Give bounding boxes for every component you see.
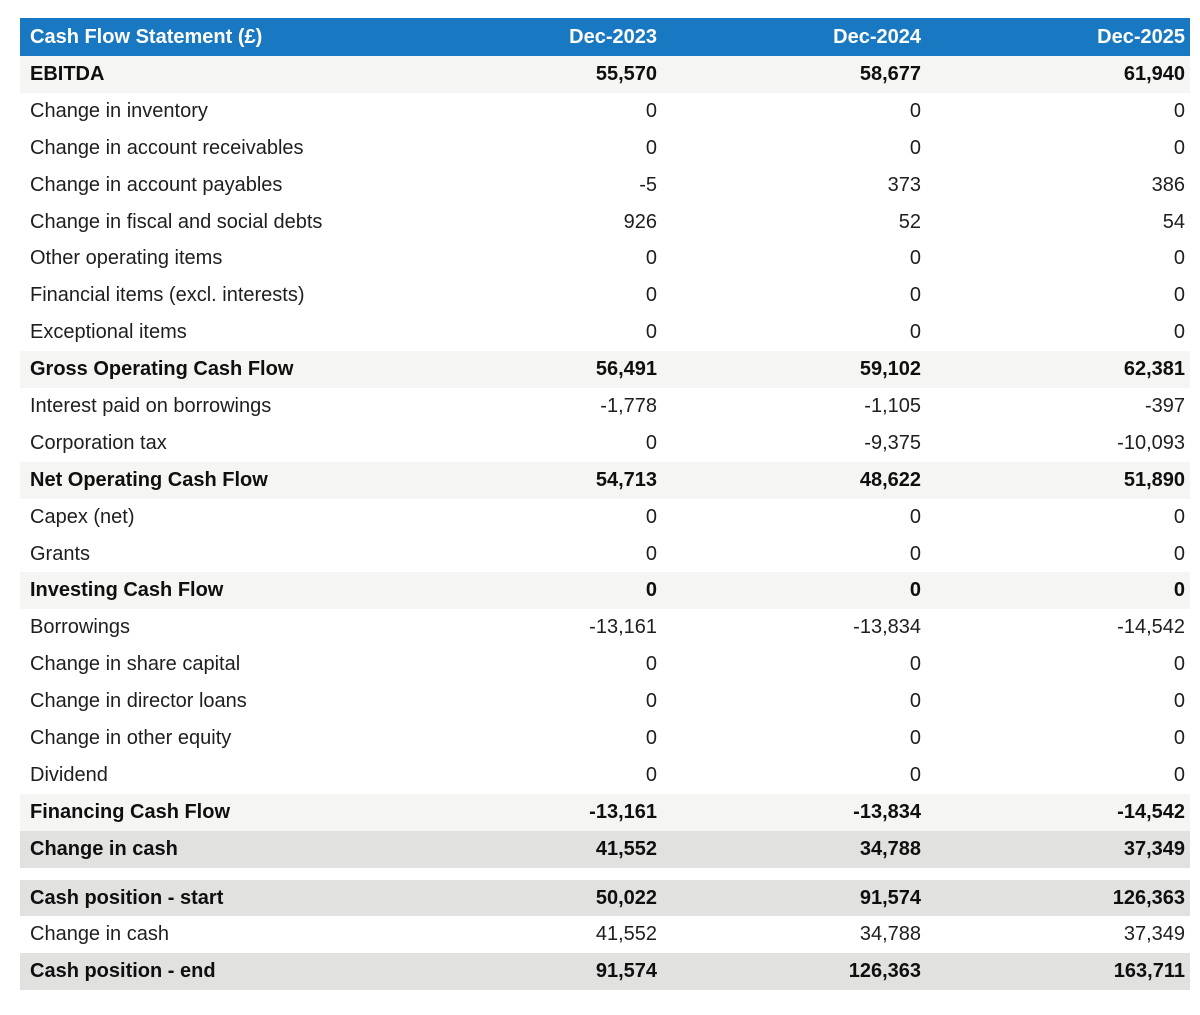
row-value: 0 (909, 726, 921, 749)
row-value: 52 (898, 210, 921, 233)
table-row (20, 388, 1190, 425)
row-value: 0 (909, 284, 921, 307)
table-row (20, 880, 1190, 917)
table-row (20, 720, 1190, 757)
row-value: 55,570 (595, 62, 657, 85)
row-label: EBITDA (30, 62, 105, 85)
row-value: 926 (623, 210, 657, 233)
row-value: 373 (887, 173, 921, 196)
row-value: 0 (1173, 136, 1185, 159)
row-value: 48,622 (859, 468, 921, 491)
row-value: 0 (645, 542, 657, 565)
column-header-dec-2025: Dec-2025 (1097, 25, 1185, 48)
table-row (20, 499, 1190, 536)
row-value: 0 (909, 690, 921, 713)
row-label: Financial items (excl. interests) (30, 284, 305, 307)
row-value: 0 (1173, 321, 1185, 344)
table-row (20, 953, 1190, 990)
row-value: 0 (1173, 763, 1185, 786)
row-value: 0 (1173, 579, 1185, 602)
row-label: Change in account payables (30, 173, 283, 196)
row-value: 0 (909, 136, 921, 159)
row-value: 0 (645, 321, 657, 344)
row-label: Grants (30, 542, 91, 565)
row-label: Change in fiscal and social debts (30, 210, 323, 233)
row-value: 0 (645, 763, 657, 786)
table-row (20, 916, 1190, 953)
row-value: 0 (1173, 726, 1185, 749)
row-value: 54,713 (595, 468, 657, 491)
row-label: Net Operating Cash Flow (30, 468, 268, 491)
row-value: 0 (645, 247, 657, 270)
row-value: 51,890 (1123, 468, 1185, 491)
row-value: 0 (645, 579, 657, 602)
table-header-row (20, 18, 1190, 56)
table-body (20, 56, 1190, 990)
row-label: Change in director loans (30, 690, 247, 713)
row-label: Change in share capital (30, 653, 241, 676)
row-label: Dividend (30, 763, 108, 786)
row-value: -9,375 (864, 431, 921, 454)
column-header-dec-2023: Dec-2023 (569, 25, 657, 48)
row-value: -13,834 (853, 616, 921, 639)
table-row (20, 314, 1190, 351)
row-value: -1,778 (600, 394, 657, 417)
row-value: -397 (1144, 394, 1185, 417)
row-value: 126,363 (1112, 886, 1185, 909)
row-label: Change in cash (30, 837, 178, 860)
row-value: -10,093 (1117, 431, 1185, 454)
row-value: 34,788 (859, 837, 921, 860)
row-value: 91,574 (595, 960, 657, 983)
row-value: 0 (909, 321, 921, 344)
row-value: 0 (1173, 690, 1185, 713)
table-row (20, 572, 1190, 609)
row-label: Corporation tax (30, 431, 167, 454)
row-value: 50,022 (595, 886, 657, 909)
table-row (20, 462, 1190, 499)
row-value: 0 (909, 653, 921, 676)
row-value: 59,102 (859, 358, 921, 381)
row-label: Financing Cash Flow (30, 800, 231, 823)
row-value: 37,349 (1123, 923, 1185, 946)
row-value: 0 (909, 763, 921, 786)
row-label: Change in account receivables (30, 136, 304, 159)
row-value: -13,161 (589, 616, 657, 639)
row-value: 0 (645, 690, 657, 713)
row-value: 0 (645, 284, 657, 307)
table-row (20, 757, 1190, 794)
row-label: Interest paid on borrowings (30, 394, 272, 417)
table-row (20, 831, 1190, 868)
row-value: 0 (909, 579, 921, 602)
table-row (20, 277, 1190, 314)
row-label: Borrowings (30, 616, 131, 639)
table-row (20, 204, 1190, 241)
row-value: 0 (909, 542, 921, 565)
row-value: 0 (909, 505, 921, 528)
row-value: 0 (1173, 247, 1185, 270)
row-value: 0 (1173, 99, 1185, 122)
table-row (20, 351, 1190, 388)
row-value: -5 (639, 173, 657, 196)
table-row (20, 56, 1190, 93)
row-label: Exceptional items (30, 321, 187, 344)
row-value: 0 (645, 653, 657, 676)
table-title: Cash Flow Statement (£) (30, 25, 263, 48)
row-value: 58,677 (859, 62, 921, 85)
row-label: Change in inventory (30, 99, 208, 122)
table-row (20, 609, 1190, 646)
row-value: 61,940 (1123, 62, 1185, 85)
row-value: 386 (1151, 173, 1185, 196)
row-label: Capex (net) (30, 505, 135, 528)
row-value: 0 (645, 726, 657, 749)
table-row (20, 130, 1190, 167)
row-value: 54 (1162, 210, 1185, 233)
row-value: 91,574 (859, 886, 921, 909)
table-row (20, 425, 1190, 462)
row-value: -1,105 (864, 394, 921, 417)
row-value: 0 (1173, 284, 1185, 307)
column-header-dec-2024: Dec-2024 (833, 25, 921, 48)
row-label: Change in cash (30, 923, 169, 946)
table-row (20, 536, 1190, 573)
row-value: 0 (909, 247, 921, 270)
row-value: 163,711 (1113, 960, 1185, 983)
row-value: -14,542 (1117, 800, 1185, 823)
row-label: Change in other equity (30, 726, 232, 749)
table-row (20, 794, 1190, 831)
row-value: 0 (1173, 653, 1185, 676)
table-row (20, 683, 1190, 720)
row-value: 0 (645, 431, 657, 454)
row-label: Cash position - start (30, 886, 224, 909)
row-value: 62,381 (1123, 358, 1185, 381)
row-value: 0 (1173, 542, 1185, 565)
row-value: 41,552 (595, 923, 657, 946)
table-row (20, 240, 1190, 277)
row-value: -13,161 (589, 800, 657, 823)
row-value: -14,542 (1117, 616, 1185, 639)
row-label: Investing Cash Flow (30, 579, 224, 602)
row-value: 0 (645, 99, 657, 122)
row-value: 0 (645, 505, 657, 528)
table-row (20, 646, 1190, 683)
row-value: 34,788 (859, 923, 921, 946)
row-label: Gross Operating Cash Flow (30, 358, 294, 381)
row-value: 56,491 (595, 358, 657, 381)
row-value: 126,363 (848, 960, 921, 983)
row-value: 0 (1173, 505, 1185, 528)
table-row (20, 93, 1190, 130)
row-value: 41,552 (595, 837, 657, 860)
row-label: Other operating items (30, 247, 223, 270)
row-label: Cash position - end (30, 960, 216, 983)
cash-flow-table (20, 18, 1190, 990)
row-value: -13,834 (853, 800, 921, 823)
row-value: 37,349 (1123, 837, 1185, 860)
row-value: 0 (909, 99, 921, 122)
row-value: 0 (645, 136, 657, 159)
table-row (20, 167, 1190, 204)
